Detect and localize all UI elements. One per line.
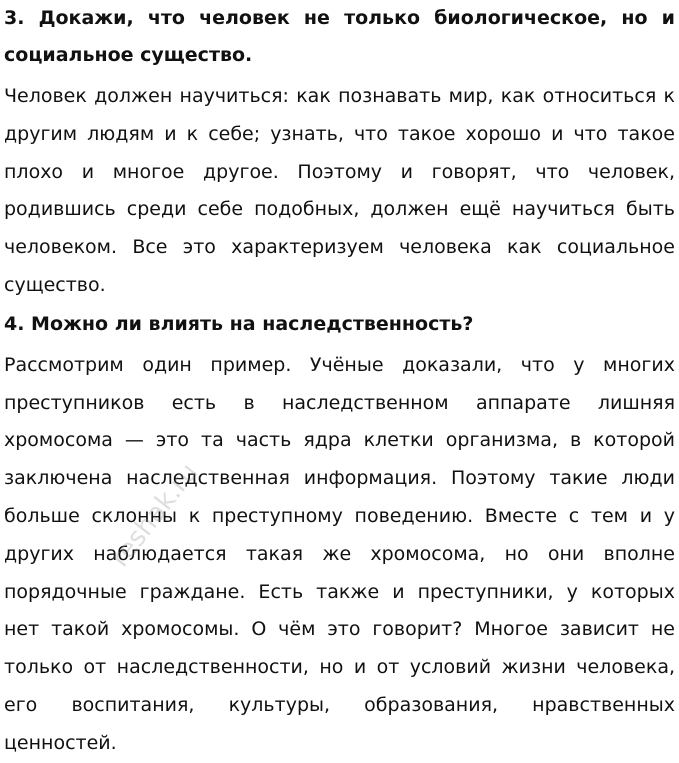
question-4-heading: 4. Можно ли влиять на наследственность? bbox=[4, 312, 474, 335]
question-3-heading: 3. Докажи, что человек не только биологическое, но и социальное существо. bbox=[4, 7, 675, 66]
question-3-answer: Человек должен научиться: как познавать мир, как относиться к другим людям и к себе; узнать, что такое хорошо и что такое плохо и многое другое. Поэтому и говорят, что человек, родившись среди себе подобных, должен ещё научиться быть человеком. Все это характеризуем человека как социальное существо. bbox=[4, 85, 675, 296]
question-4-answer: Рассмотрим один пример. Учёные доказали, что у многих преступников есть в наследственном аппарате лишняя хромосома — это та часть ядра клетки организма, в которой заключена наследственная информация. Поэтому такие люди больше склонны к преступному поведению. Вместе с тем и у других наблюдается такая же хромосома, но они вполне порядочные граждане. Есть также и преступники, у которых нет такой хромосомы. О чём это говорит? Многое зависит не только от наследственности, но и от условий жизни человека, его воспитания, культуры, образования, нравственных ценностей. bbox=[4, 353, 675, 754]
watermark-text: reshak.ru bbox=[105, 457, 205, 573]
document-page bbox=[4, 0, 675, 763]
